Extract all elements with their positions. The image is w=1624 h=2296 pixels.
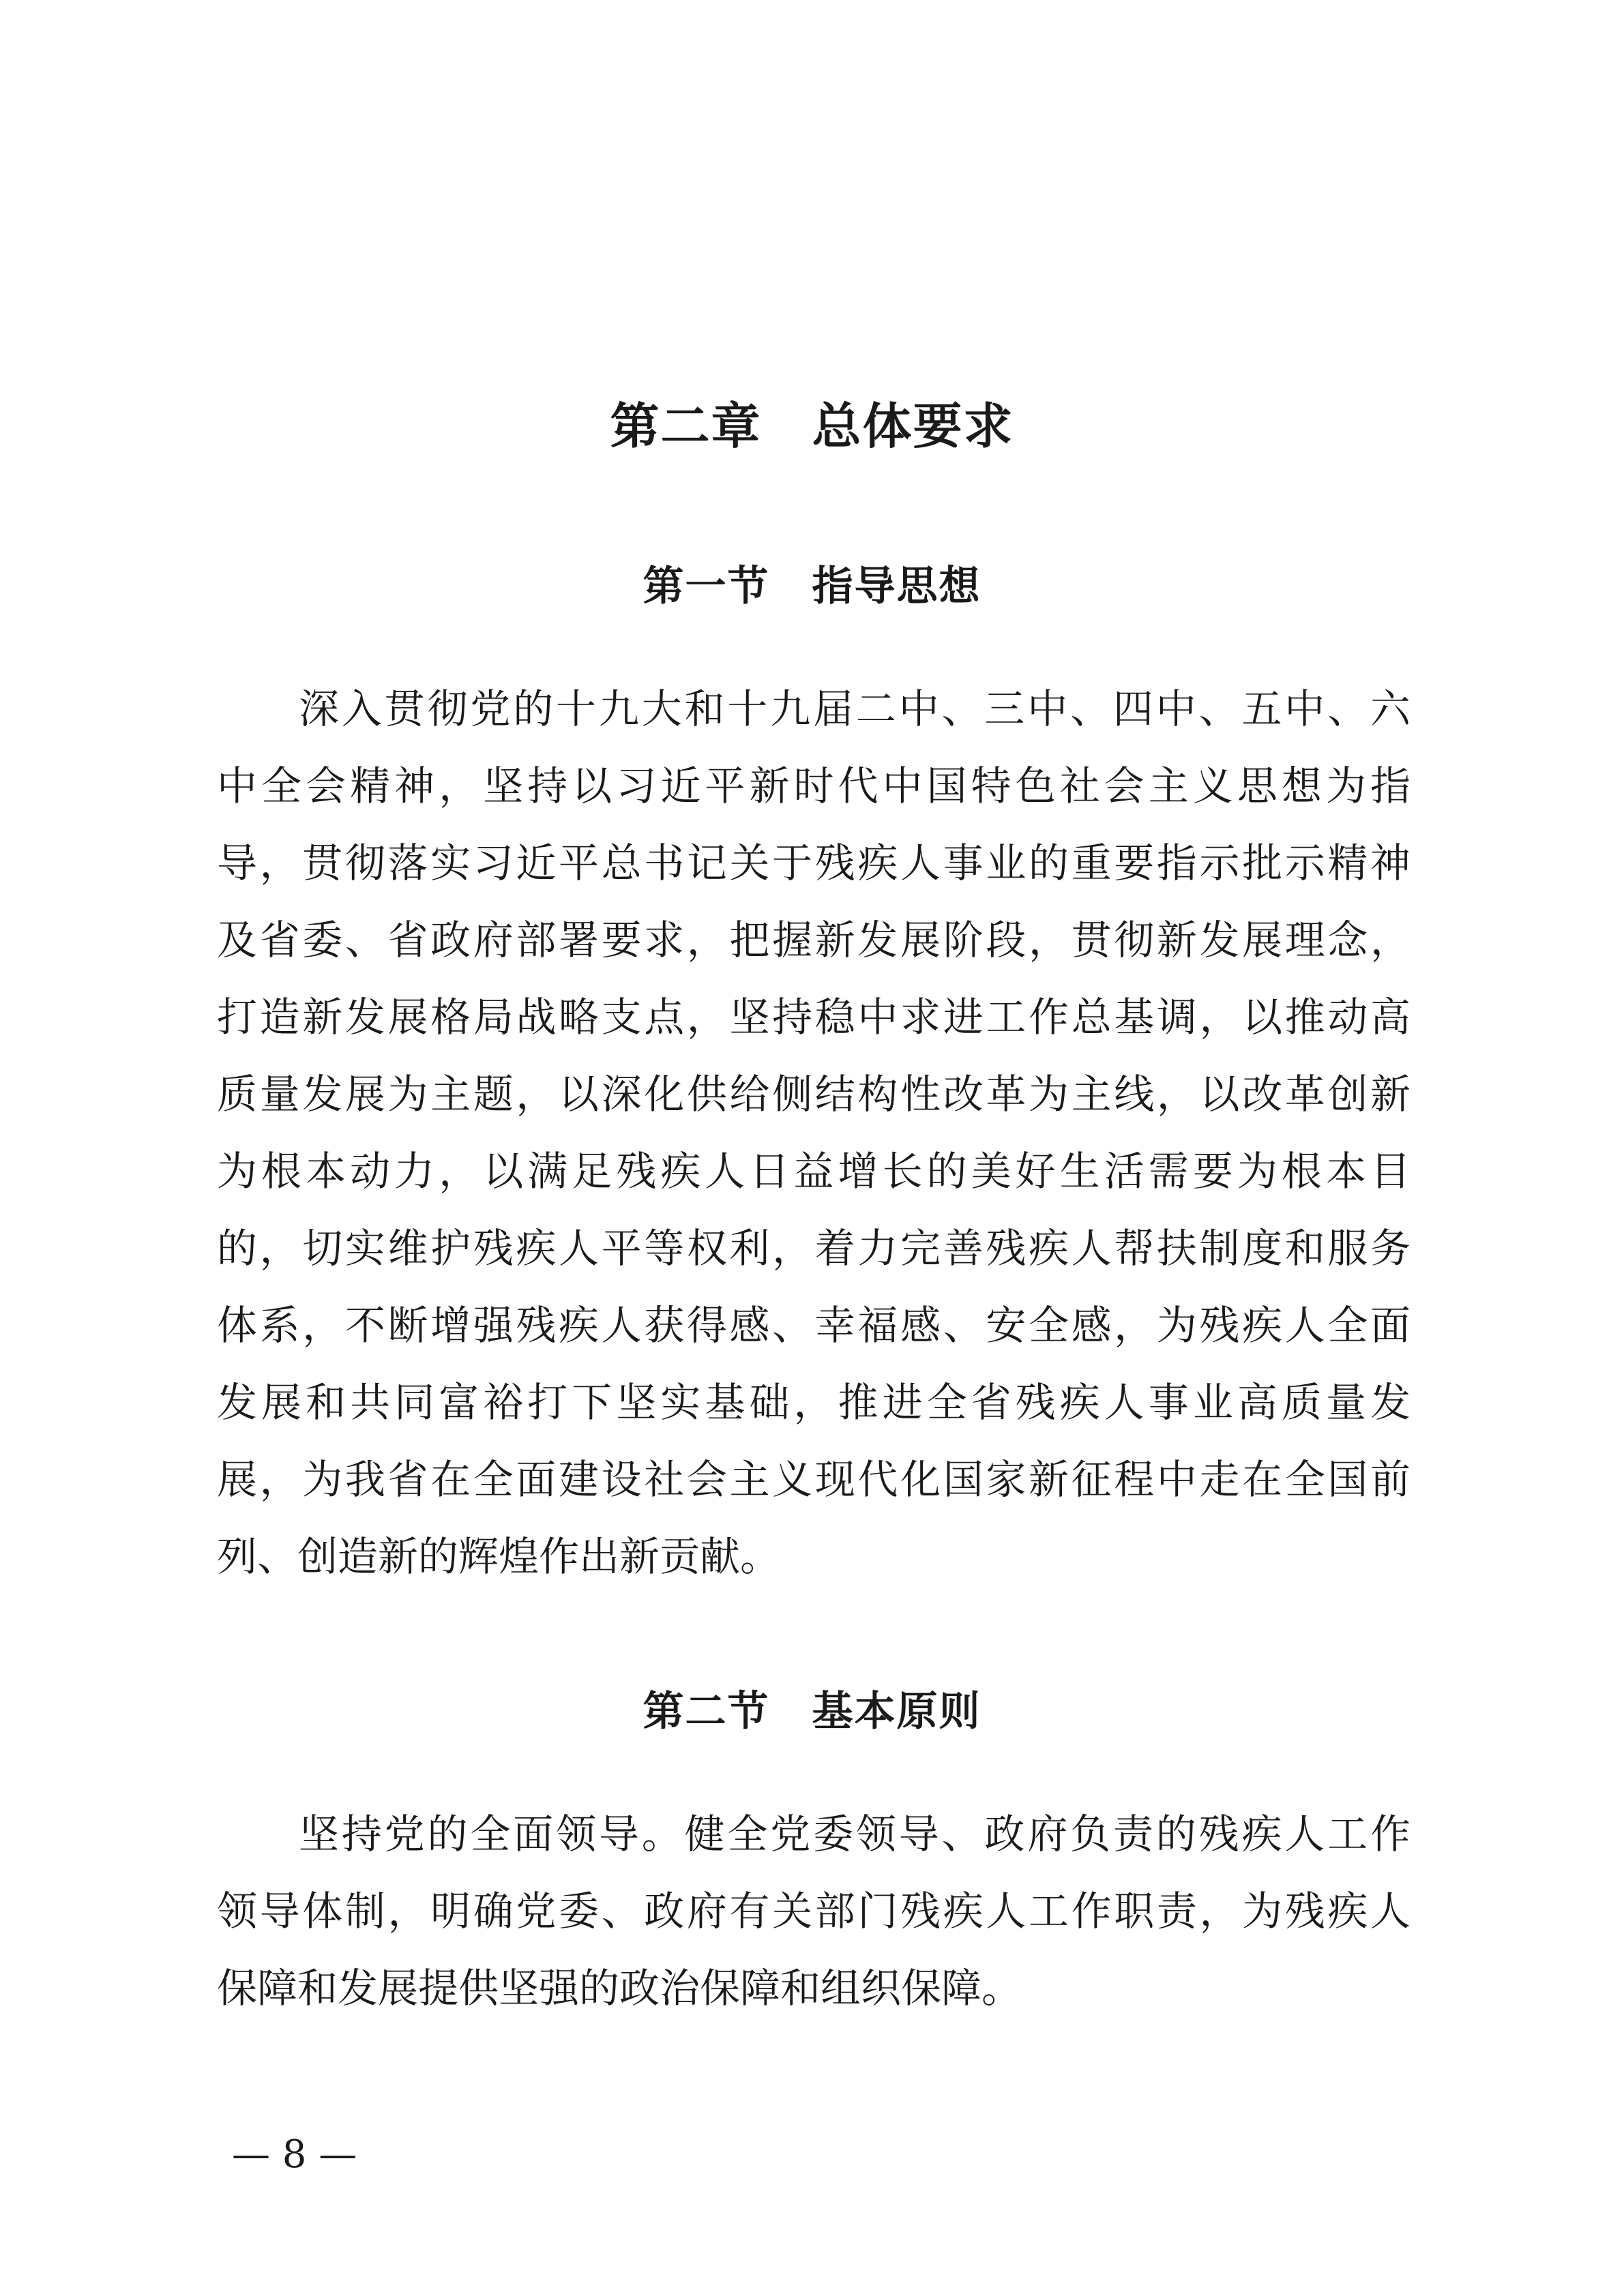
paragraph-line: 中全会精神，坚持以习近平新时代中国特色社会主义思想为指 bbox=[217, 762, 1411, 809]
paragraph-line: 及省委、省政府部署要求，把握新发展阶段，贯彻新发展理念， bbox=[217, 916, 1411, 964]
paragraph-line: 发展和共同富裕打下坚实基础，推进全省残疾人事业高质量发 bbox=[217, 1379, 1411, 1426]
paragraph-line: 打造新发展格局战略支点，坚持稳中求进工作总基调，以推动高 bbox=[217, 994, 1411, 1041]
paragraph-line: 体系，不断增强残疾人获得感、幸福感、安全感，为残疾人全面 bbox=[217, 1302, 1411, 1349]
paragraph-line: 为根本动力，以满足残疾人日益增长的美好生活需要为根本目 bbox=[217, 1148, 1411, 1195]
paragraph-line: 深入贯彻党的十九大和十九届二中、三中、四中、五中、六 bbox=[299, 685, 1411, 732]
paragraph-line: 列、创造新的辉煌作出新贡献。 bbox=[217, 1533, 781, 1580]
page-number: — 8 — bbox=[232, 2132, 357, 2177]
paragraph-line: 质量发展为主题，以深化供给侧结构性改革为主线，以改革创新 bbox=[217, 1071, 1411, 1118]
paragraph-line: 的，切实维护残疾人平等权利，着力完善残疾人帮扶制度和服务 bbox=[217, 1225, 1411, 1272]
paragraph-line: 坚持党的全面领导。健全党委领导、政府负责的残疾人工作 bbox=[299, 1810, 1411, 1858]
section-title-guiding-ideology: 第一节 指导思想 bbox=[643, 563, 981, 610]
chapter-title: 第二章 总体要求 bbox=[610, 398, 1014, 455]
paragraph-line: 导，贯彻落实习近平总书记关于残疾人事业的重要指示批示精神 bbox=[217, 839, 1411, 886]
section-title-basic-principles: 第二节 基本原则 bbox=[643, 1688, 981, 1735]
paragraph-line: 展，为我省在全面建设社会主义现代化国家新征程中走在全国前 bbox=[217, 1456, 1411, 1503]
paragraph-line: 领导体制，明确党委、政府有关部门残疾人工作职责，为残疾人 bbox=[217, 1888, 1411, 1935]
paragraph-line: 保障和发展提供坚强的政治保障和组织保障。 bbox=[217, 1965, 1022, 2012]
